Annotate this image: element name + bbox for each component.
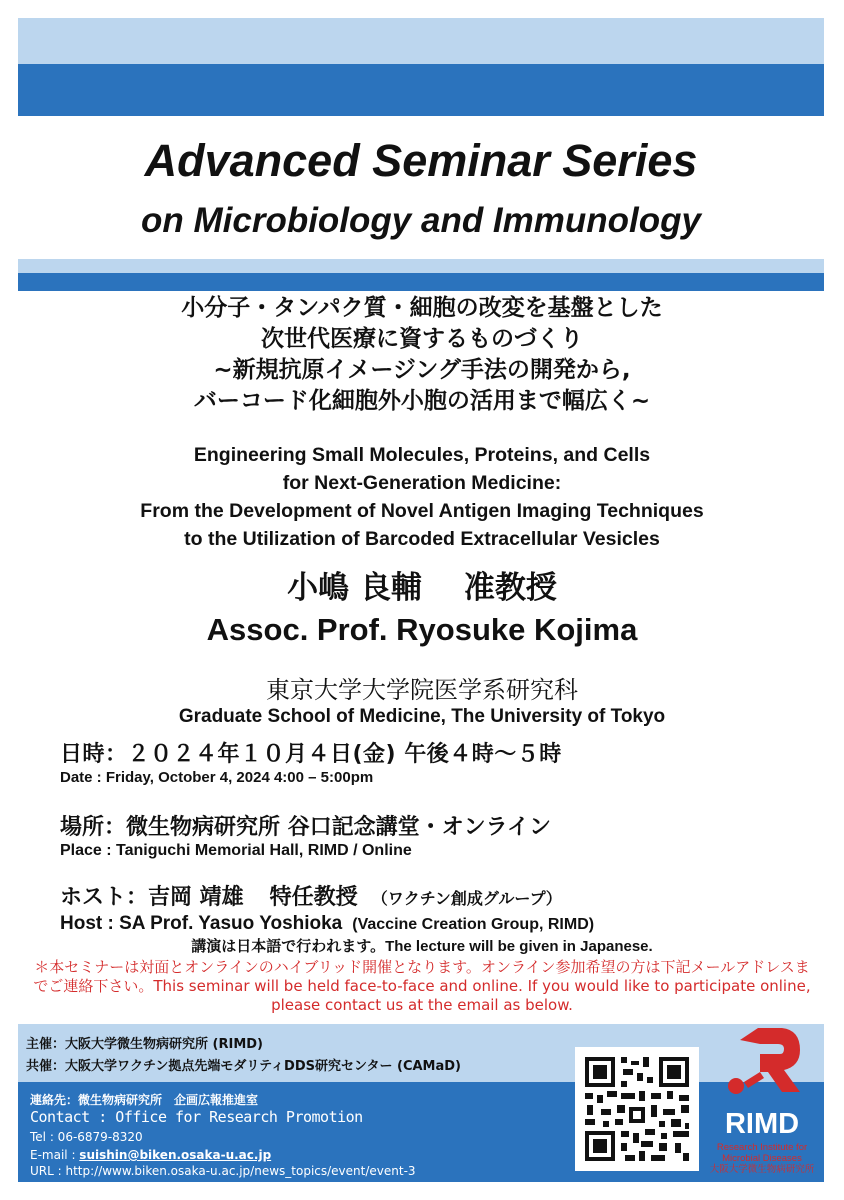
topic-japanese (0, 293, 844, 417)
rimd-logo-subtitle (700, 1142, 824, 1175)
host-name-jp: ホスト：吉岡 靖雄 (60, 885, 244, 910)
host-group-en: (Vaccine Creation Group, RIMD) (352, 916, 595, 933)
rimd-emblem-icon (700, 1020, 824, 1110)
mid-band-dark (18, 273, 824, 291)
qr-code-icon (575, 1047, 699, 1171)
speaker-english: Assoc. Prof. Ryosuke Kojima (206, 612, 638, 647)
series-title: Advanced Seminar Series (144, 135, 698, 186)
rimd-subtitle-line: Microbial Diseases (722, 1153, 802, 1164)
topic-jp-line: 次世代医療に資するものづくり (261, 326, 583, 352)
rimd-subtitle-line: Research Institute for (716, 1142, 808, 1153)
language-note: 講演は日本語で行われます。The lecture will be given in Japanese. (191, 938, 653, 955)
affiliation-english: Graduate School of Medicine, The University of Tokyo (178, 706, 666, 727)
affiliation-japanese: 東京大学大学院医学系研究科 (266, 676, 578, 704)
host-english (60, 913, 594, 935)
speaker-name-jp: 小嶋 良輔 (287, 570, 422, 606)
host-name-en: Host : SA Prof. Yasuo Yoshioka (60, 913, 343, 934)
speaker-japanese (0, 562, 844, 607)
topic-jp-line: バーコード化細胞外小胞の活用まで幅広く~ (193, 388, 651, 414)
topic-english (0, 441, 844, 553)
topic-en-line: for Next-Generation Medicine: (282, 472, 562, 494)
series-subtitle: on Microbiology and Immunology (141, 201, 701, 240)
contact-japanese: 連絡先：微生物病研究所 企画広報推進室 (30, 1093, 259, 1107)
rimd-logo (700, 1020, 824, 1180)
speaker-title-jp: 准教授 (463, 570, 557, 606)
email-label: E-mail : (30, 1148, 80, 1162)
topic-jp-line: 小分子・タンパク質・細胞の改変を基盤とした (181, 295, 663, 321)
topic-en-line: to the Utilization of Barcoded Extracellular Vesicles (184, 528, 660, 550)
contact-url[interactable]: URL : http://www.biken.osaka-u.ac.jp/news_topics/event/event-3 (30, 1164, 416, 1178)
organizer-main: 主催：大阪大学微生物病研究所 (RIMD) (26, 1037, 263, 1052)
rimd-subtitle-jp: 大阪大学微生物病研究所 (709, 1164, 815, 1175)
hybrid-note: ＊本セミナーは対面とオンラインのハイブリッド開催となります。オンライン参加希望の方は下記メールアドレスまでご連絡下さい。This seminar will be held face-to-face and online. If you would like to participate online, please contact us at the email as below. (33, 958, 811, 1014)
mid-band-light (18, 259, 824, 273)
topic-en-line: Engineering Small Molecules, Proteins, and Cells (193, 444, 651, 466)
host-japanese (60, 880, 562, 911)
host-group-jp: （ワクチン創成グループ） (371, 889, 562, 908)
date-english: Date : Friday, October 4, 2024 4:00 – 5:00pm (60, 769, 374, 786)
date-japanese: 日時：２０２４年１０月４日(金) 午後４時～５時 (60, 742, 562, 767)
host-title-jp: 特任教授 (269, 885, 358, 910)
contact-email (30, 1148, 271, 1162)
place-english: Place : Taniguchi Memorial Hall, RIMD / Online (60, 842, 412, 859)
top-band-light (18, 18, 824, 64)
rimd-logo-text: RIMD (724, 1108, 800, 1140)
email-link[interactable]: suishin@biken.osaka-u.ac.jp (79, 1148, 272, 1162)
qr-code (575, 1047, 699, 1171)
organizer-co: 共催：大阪大学ワクチン拠点先端モダリティDDS研究センター (CAMaD) (26, 1059, 461, 1074)
topic-jp-line: ~新規抗原イメージング手法の開発から, (213, 357, 631, 383)
place-japanese: 場所：微生物病研究所 谷口記念講堂・オンライン (60, 815, 552, 840)
contact-tel: Tel : 06-6879-8320 (30, 1130, 143, 1144)
contact-english: Contact : Office for Research Promotion (30, 1108, 363, 1126)
top-band-dark (18, 64, 824, 116)
topic-en-line: From the Development of Novel Antigen Imaging Techniques (140, 500, 704, 522)
